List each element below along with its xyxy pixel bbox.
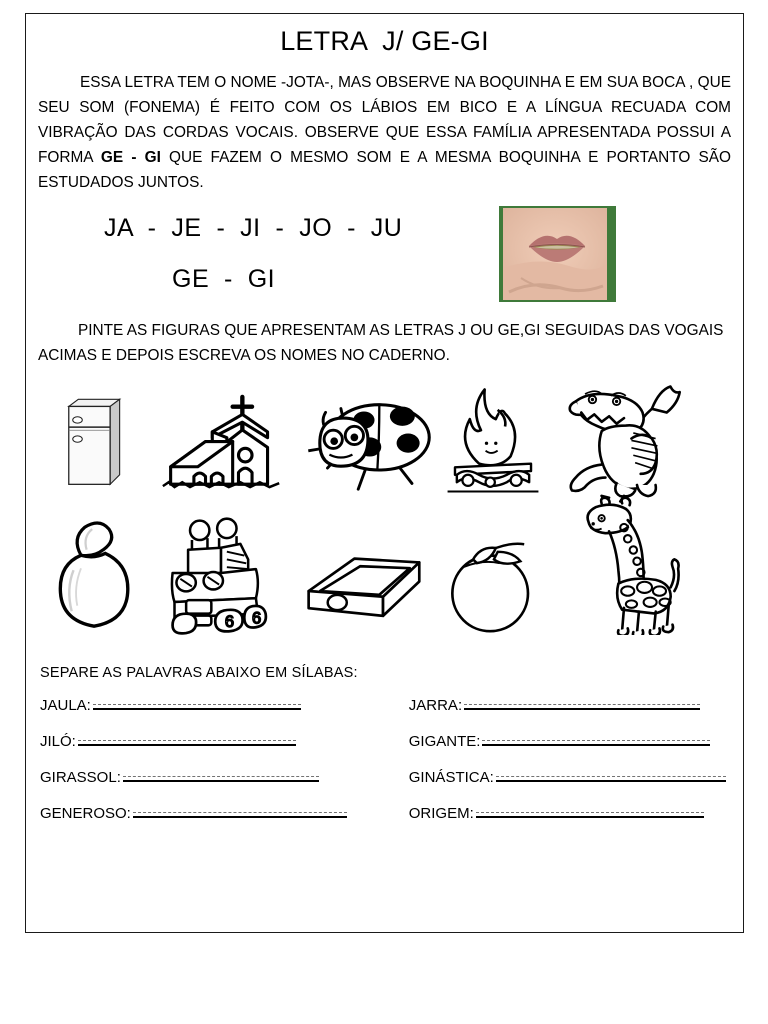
word-label-generoso: GENEROSO:	[40, 805, 131, 823]
word-field-jaula[interactable]	[40, 695, 409, 714]
word-label-ginastica: GINÁSTICA:	[408, 769, 494, 787]
intro-paragraph	[38, 71, 731, 196]
picture-drawer-gaveta[interactable]	[289, 549, 437, 635]
svg-text:6: 6	[251, 609, 261, 628]
word-field-origem[interactable]	[409, 803, 729, 822]
syllable-row-j: JA - JE - JI - JO - JU	[104, 213, 403, 242]
word-label-jilo: JILÓ:	[40, 733, 76, 751]
picture-refrigerator-geladeira[interactable]	[36, 387, 154, 499]
separate-row-1	[40, 695, 729, 714]
word-field-girassol[interactable]	[40, 767, 409, 786]
picture-alligator-jacare[interactable]	[549, 379, 699, 499]
picture-grid	[26, 381, 743, 635]
page-title: LETRA J/ GE-GI	[280, 26, 489, 56]
picture-cashew-caju[interactable]	[36, 511, 154, 635]
picture-orange-laranja[interactable]	[437, 531, 549, 635]
separate-words-list	[26, 695, 743, 822]
syllable-row-ge-gi: GE - GI	[172, 264, 276, 293]
lips-photo	[499, 206, 616, 302]
answer-blank-gigante[interactable]	[482, 731, 710, 746]
word-label-origem: ORIGEM:	[408, 805, 474, 823]
syllable-families	[26, 214, 743, 294]
separate-words-heading: SEPARE AS PALAVRAS ABAIXO EM SÍLABAS:	[40, 665, 358, 682]
answer-blank-jaula[interactable]	[93, 695, 301, 710]
word-label-jaula: JAULA:	[40, 697, 91, 715]
paint-instruction: PINTE AS FIGURAS QUE APRESENTAM AS LETRAS J OU GE,GI SEGUIDAS DAS VOGAIS ACIMAS E DEPOIS ESCREVA OS NOMES NO CADERNO.	[38, 322, 724, 365]
answer-blank-origem[interactable]	[476, 803, 704, 818]
word-field-jilo[interactable]	[40, 731, 409, 750]
word-label-jarra: JARRA:	[408, 697, 463, 715]
answer-blank-ginastica[interactable]	[496, 767, 726, 782]
separate-row-3	[40, 767, 729, 786]
word-label-girassol: GIRASSOL:	[40, 769, 121, 787]
word-field-jarra[interactable]	[409, 695, 729, 714]
answer-blank-generoso[interactable]	[133, 803, 347, 818]
intro-text-part-1: ESSA LETRA TEM O NOME -JOTA-, MAS OBSERVE NA BOQUINHA E EM SUA BOCA , QUE SEU SOM (FONEMA) É FEITO COM OS LÁBIOS EM BICO E A LÍNGUA RECUADA COM VIBRAÇÃO DAS CORDAS VOCAIS. OBSERVE QUE ESSA FAMÍLIA APRESENTADA POSSUI A FORMA	[38, 74, 731, 166]
picture-giraffe-girafa[interactable]	[549, 493, 699, 635]
worksheet-frame	[25, 13, 744, 933]
answer-blank-girassol[interactable]	[123, 767, 319, 782]
picture-campfire-fogueira[interactable]	[437, 381, 549, 499]
word-field-ginastica[interactable]	[409, 767, 729, 786]
answer-blank-jarra[interactable]	[464, 695, 700, 710]
word-field-gigante[interactable]	[409, 731, 729, 750]
word-label-gigante: GIGANTE:	[408, 733, 481, 751]
picture-row-2	[36, 503, 737, 635]
picture-ladybug-joaninha[interactable]	[289, 393, 437, 499]
separate-row-2	[40, 731, 729, 750]
answer-blank-jilo[interactable]	[78, 731, 296, 746]
intro-text-part-2: QUE FAZEM O MESMO SOM E A MESMA BOQUINHA E PORTANTO SÃO ESTUDADOS JUNTOS.	[38, 148, 731, 191]
intro-bold-ge-gi: GE - GI	[100, 148, 161, 166]
svg-text:6: 6	[224, 613, 234, 632]
picture-row-1	[36, 381, 737, 499]
picture-jeep-carro[interactable]	[154, 509, 289, 635]
separate-row-4	[40, 803, 729, 822]
picture-church-igreja[interactable]	[154, 387, 289, 499]
word-field-generoso[interactable]	[40, 803, 409, 822]
